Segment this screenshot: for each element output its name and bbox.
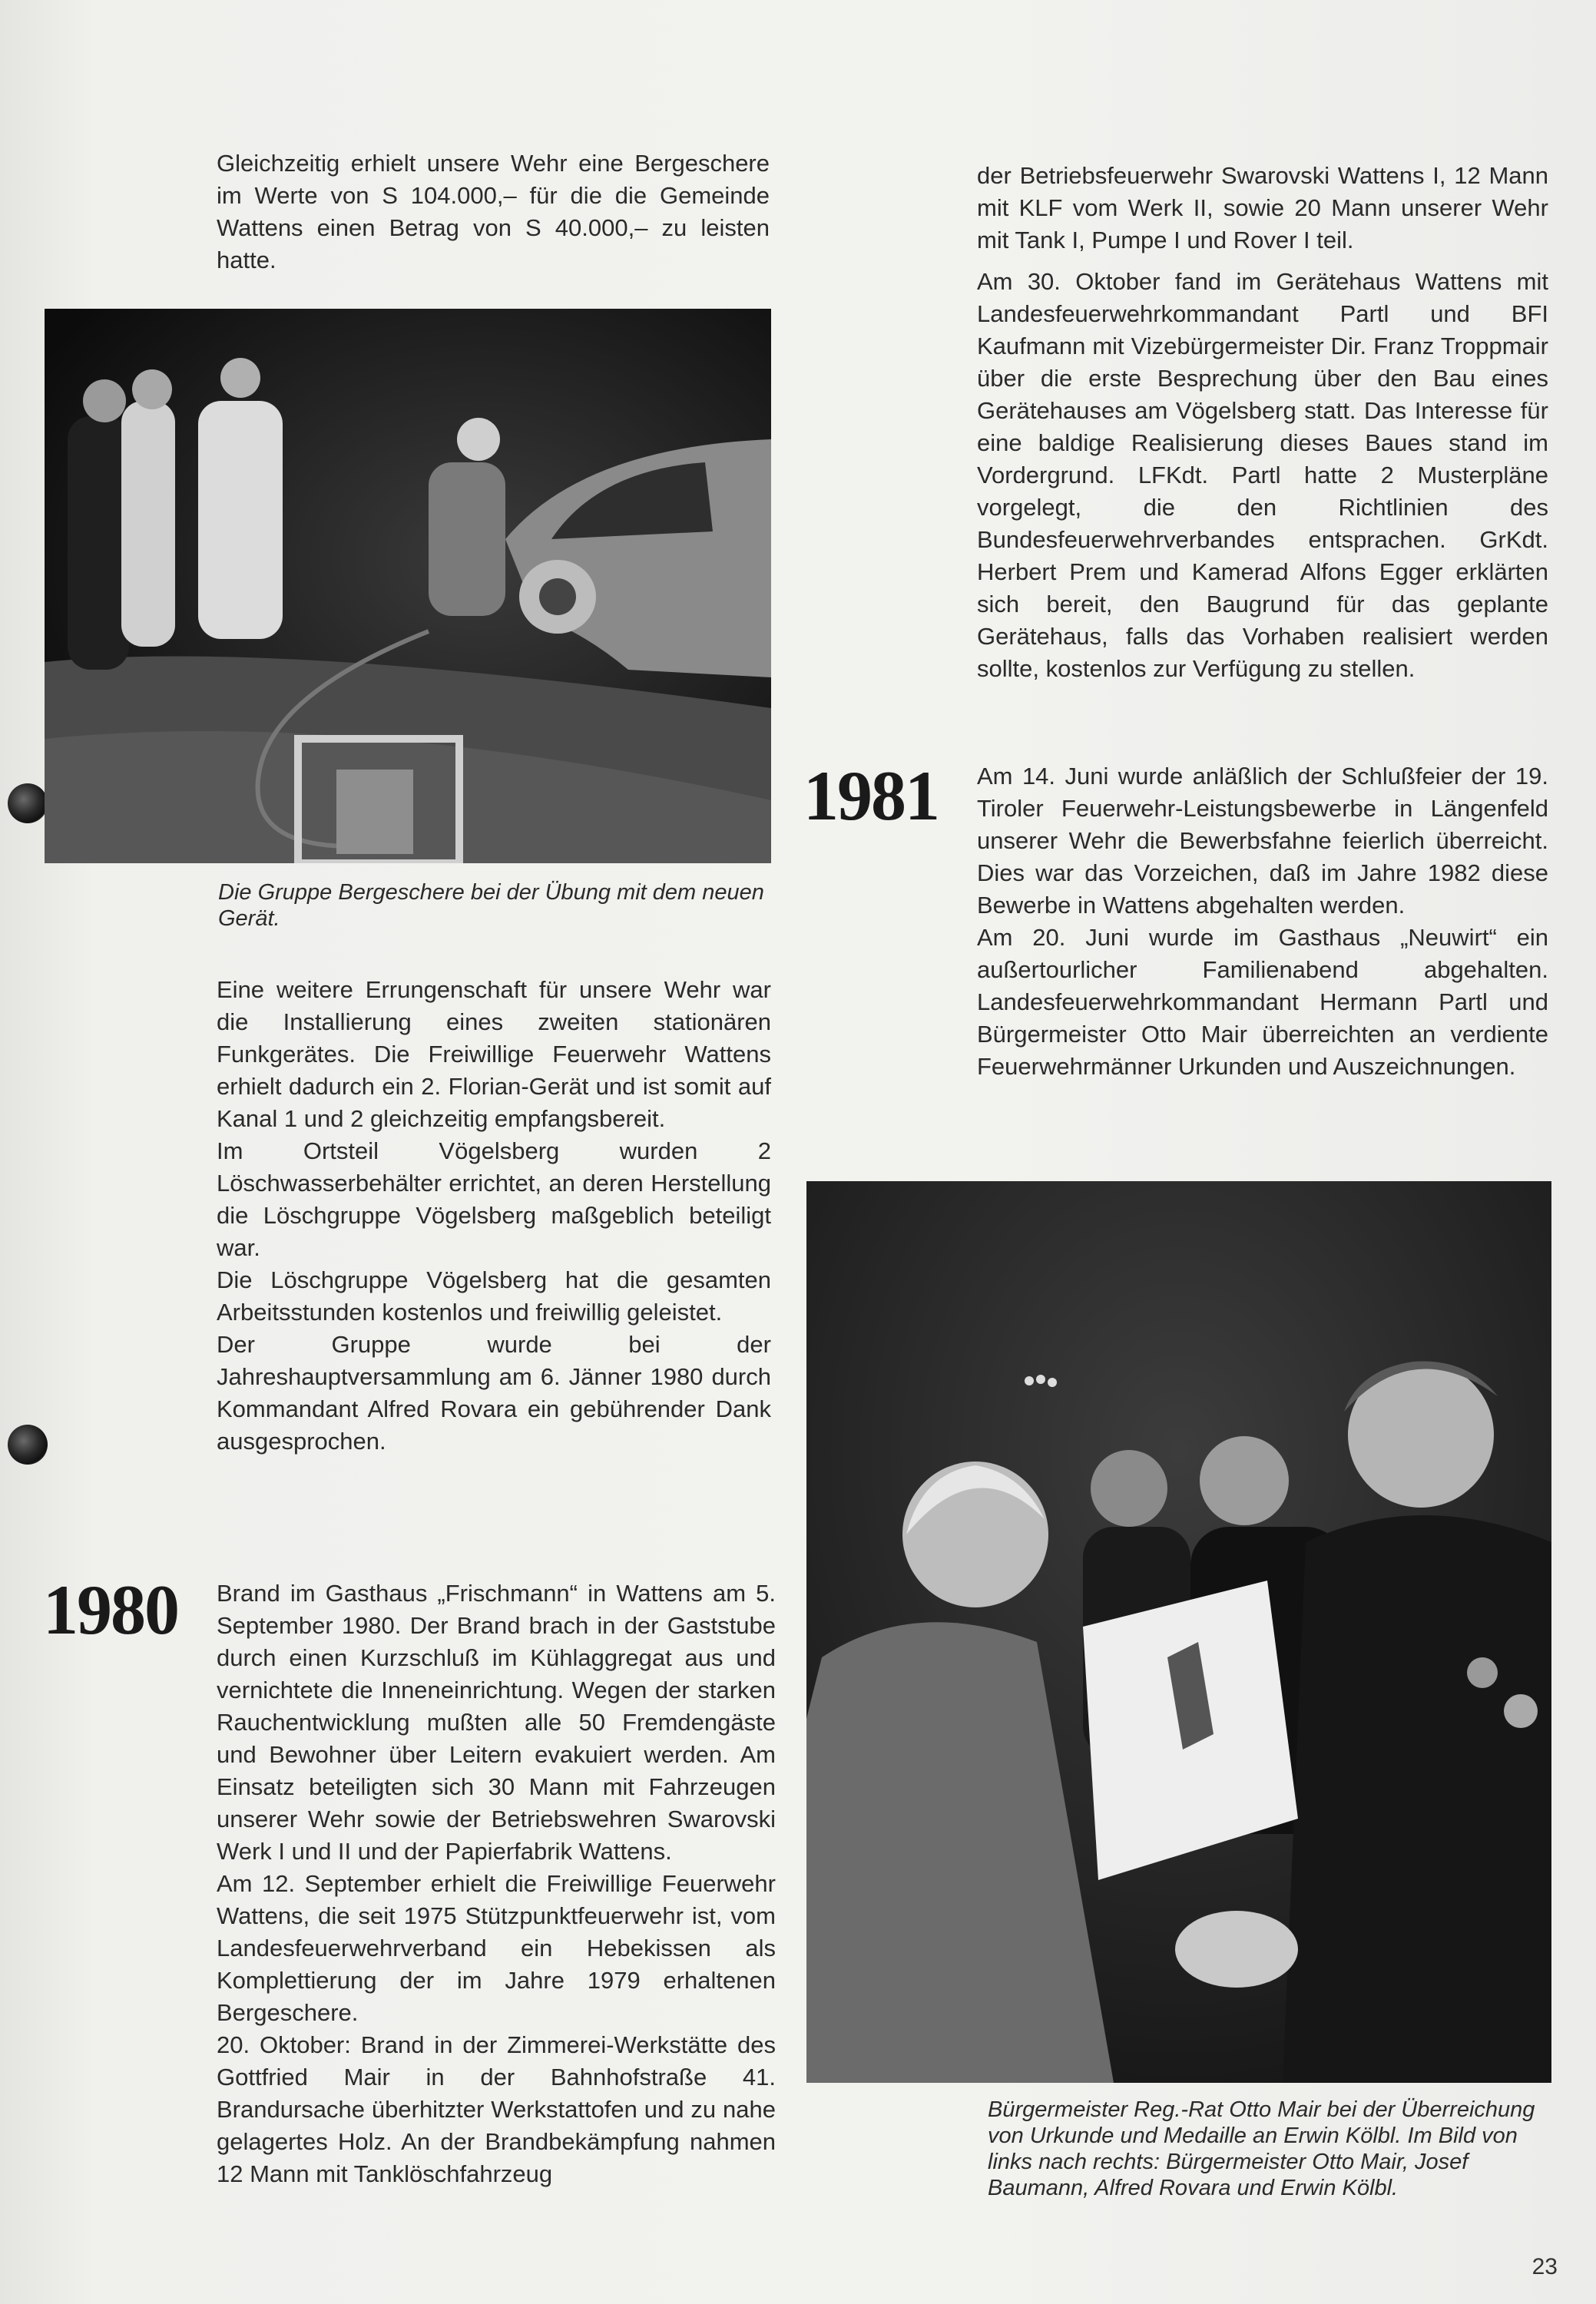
paragraph-betriebsfeuerwehr: der Betriebsfeuerwehr Swarovski Wattens I, 12 Mann mit KLF vom Werk II, sowie 20 Mann unserer Wehr mit Tank I, Pumpe I und Rover I teil. <box>977 162 1548 253</box>
photo-bergeschere-exercise <box>45 309 771 863</box>
left-paragraphs <box>217 974 771 1458</box>
page-number: 23 <box>1531 2254 1558 2279</box>
year-heading-1981: 1981 <box>803 756 939 835</box>
paragraph-hebekissen: Am 12. September erhielt die Freiwillige Feuerwehr Wattens, die seit 1975 Stützpunktfeuerwehr ist, vom Landesfeuerwehrverband ein Hebekissen als Komplettierung der im Jahre 1979 erhaltenen Bergeschere. <box>217 1870 776 2026</box>
paragraph-brand-frischmann: Brand im Gasthaus „Frischmann“ in Wattens am 5. September 1980. Der Brand brach in der Gaststube durch einen Kurzschluß im Kühlaggregat aus und vernichtete die Inneneinrichtung. Wegen der starken Rauchentwicklung mußten alle 50 Fremdengäste und Bewohner über Leitern evakuiert werden. Am Einsatz beteiligten sich 30 Mann mit Fahrzeugen unserer Wehr sowie der Betriebswehren Swarovski Werk I und II und der Papierfabrik Wattens. <box>217 1580 776 1865</box>
binder-hole-top <box>8 783 48 823</box>
right-top-paragraphs <box>977 160 1548 685</box>
year-heading-1980: 1980 <box>43 1571 178 1649</box>
photo-bergeschere-image <box>45 309 771 863</box>
photo1-caption <box>218 879 771 932</box>
paragraph-bewerbsfahne: Am 14. Juni wurde anläßlich der Schlußfeier der 19. Tiroler Feuerwehr-Leistungsbewerbe in Längenfeld unserer Wehr die Bewerbsfahne feierlich überreicht. Dies war das Vorzeichen, daß im Jahre 1982 diese Bewerbe in Wattens abgehalten werden. <box>977 763 1548 919</box>
paragraph-brand-zimmerei: 20. Oktober: Brand in der Zimmerei-Werkstätte des Gottfried Mair in der Bahnhofstraße 41. Brandursache überhitzter Werkstattofen und zu nahe gelagertes Holz. An der Brandbekämpfung nahmen 12 Mann mit Tanklöschfahrzeug <box>217 2031 776 2187</box>
paragraph-geraetehaus: Am 30. Oktober fand im Gerätehaus Wattens mit Landesfeuerwehrkommandant Partl und BFI Kaufmann mit Vizebürgermeister Dir. Franz Troppmair über die erste Besprechung über den Bau eines Gerätehauses am Vögelsberg statt. Das Interesse für eine baldige Realisierung dieses Baues stand im Vordergrund. LFKdt. Partl hatte 2 Musterpläne vorgelegt, die den Richtlinien des Bundesfeuerwehrverbandes entsprachen. GrKdt. Herbert Prem und Kamerad Alfons Egger erklärten sich bereit, den Baugrund für das geplante Gerätehaus, falls das Vorhaben realisiert werden sollte, kostenlos zur Verfügung zu stellen. <box>977 268 1548 682</box>
paragraph-dank: Der Gruppe wurde bei der Jahreshauptversammlung am 6. Jänner 1980 durch Kommandant Alfred Rovara ein gebührender Dank ausgesprochen. <box>217 1331 771 1455</box>
paragraph-loeschwasser: Im Ortsteil Vögelsberg wurden 2 Löschwasserbehälter errichtet, an deren Herstellung die Löschgruppe Vögelsberg maßgeblich beteiligt war. <box>217 1137 771 1261</box>
photo-award-image <box>806 1181 1551 2083</box>
section-1980 <box>217 1577 776 2190</box>
photo2-caption-text: Bürgermeister Reg.-Rat Otto Mair bei der Überreichung von Urkunde und Medaille an Erwin Kölbl. Im Bild von links nach rechts: Bürgermeister Otto Mair, Josef Baumann, Alfred Rovara und Erwin Kölbl. <box>988 2097 1535 2200</box>
photo-award-ceremony <box>806 1181 1551 2083</box>
intro-paragraph <box>217 147 770 276</box>
paragraph-familienabend: Am 20. Juni wurde im Gasthaus „Neuwirt“ ein außertourlicher Familienabend abgehalten. Landesfeuerwehrkommandant Hermann Partl und Bürgermeister Otto Mair überreichten an verdiente Feuerwehrmänner Urkunden und Auszeichnungen. <box>977 924 1548 1080</box>
intro-text: Gleichzeitig erhielt unsere Wehr eine Bergeschere im Werte von S 104.000,– für die die Gemeinde Wattens einen Betrag von S 40.000,– zu leisten hatte. <box>217 150 770 273</box>
paragraph-funkgeraet: Eine weitere Errungenschaft für unsere Wehr war die Installierung eines zweiten stationären Funkgerätes. Die Freiwillige Feuerwehr Wattens erhielt dadurch ein 2. Florian-Gerät und ist somit auf Kanal 1 und 2 gleichzeitig empfangsbereit. <box>217 976 771 1132</box>
section-1981 <box>977 760 1548 1083</box>
photo2-caption <box>988 2097 1556 2201</box>
paragraph-arbeitsstunden: Die Löschgruppe Vögelsberg hat die gesamten Arbeitsstunden kostenlos und freiwillig geleistet. <box>217 1266 771 1326</box>
binder-hole-bottom <box>8 1425 48 1465</box>
photo1-caption-text: Die Gruppe Bergeschere bei der Übung mit dem neuen Gerät. <box>218 880 764 931</box>
